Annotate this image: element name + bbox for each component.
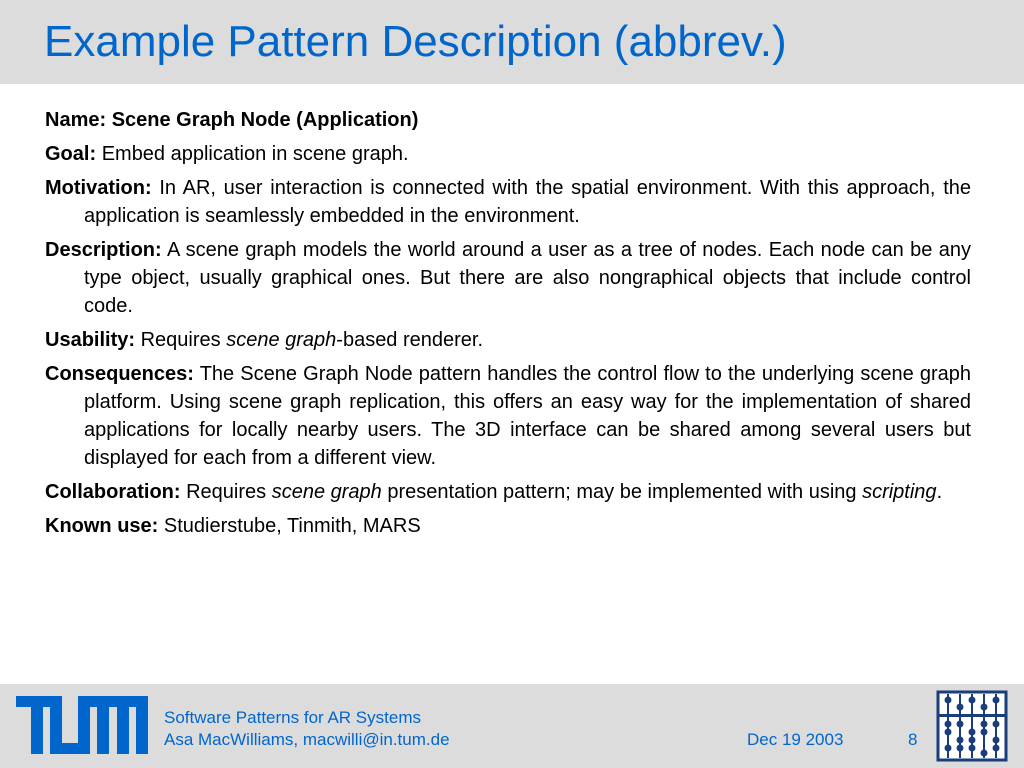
item-usability — [45, 326, 971, 354]
item-motivation — [45, 174, 971, 230]
item-collaboration — [45, 478, 971, 506]
item-motivation-label: Motivation: — [45, 177, 152, 199]
footer-date: Dec 19 2003 — [747, 730, 844, 749]
item-known-use-text: Studierstube, Tinmith, MARS — [163, 515, 421, 537]
item-known-use-label: Known use: — [45, 515, 159, 537]
item-collaboration-text-mid: presentation pattern; may be implemented with using — [387, 481, 857, 503]
item-goal-text: Embed application in scene graph. — [101, 143, 409, 165]
item-consequences-text: The Scene Graph Node pattern handles the control flow to the underlying scene graph platform. Using scene graph replication, this offers an easy way for the implementation of shared applications for locally nearby users. The 3D interface can be shared among several users but displayed for each from a different view. — [84, 363, 971, 469]
item-collaboration-label: Collaboration: — [45, 481, 181, 503]
item-collaboration-text-before: Requires — [186, 481, 267, 503]
item-goal — [45, 140, 971, 168]
item-goal-label: Goal: — [45, 143, 97, 165]
item-collaboration-em: scene graph — [271, 481, 382, 503]
slide-title: Example Pattern Description (abbrev.) — [44, 17, 787, 66]
item-usability-label: Usability: — [45, 329, 136, 351]
item-usability-em: scene graph — [226, 329, 337, 351]
item-known-use — [45, 512, 971, 540]
slide-content — [45, 106, 971, 546]
item-description-text: A scene graph models the world around a user as a tree of nodes. Each node can be any type object, usually graphical ones. But there are also nongraphical objects that include control code. — [84, 239, 972, 317]
footer-course: Software Patterns for AR Systems — [164, 708, 421, 727]
item-consequences-label: Consequences: — [45, 363, 194, 385]
item-consequences — [45, 360, 971, 472]
item-collaboration-em2: scripting — [862, 481, 937, 503]
item-collaboration-text-after: . — [936, 481, 943, 503]
footer-band — [0, 684, 1024, 768]
item-name-label: Name: Scene Graph Node (Application) — [45, 109, 419, 131]
abacus-logo-icon — [936, 690, 1008, 762]
item-usability-text-before: Requires — [140, 329, 221, 351]
footer-page-number: 8 — [908, 730, 918, 749]
footer-author: Asa MacWilliams, macwilli@in.tum.de — [164, 730, 450, 749]
item-usability-text-after: -based renderer. — [336, 329, 484, 351]
header-band — [0, 0, 1024, 84]
tum-logo — [16, 696, 148, 754]
item-name — [45, 106, 971, 134]
item-description-label: Description: — [45, 239, 162, 261]
item-description — [45, 236, 971, 320]
item-motivation-text: In AR, user interaction is connected with the spatial environment. With this approach, the application is seamlessly embedded in the environment. — [84, 177, 971, 227]
